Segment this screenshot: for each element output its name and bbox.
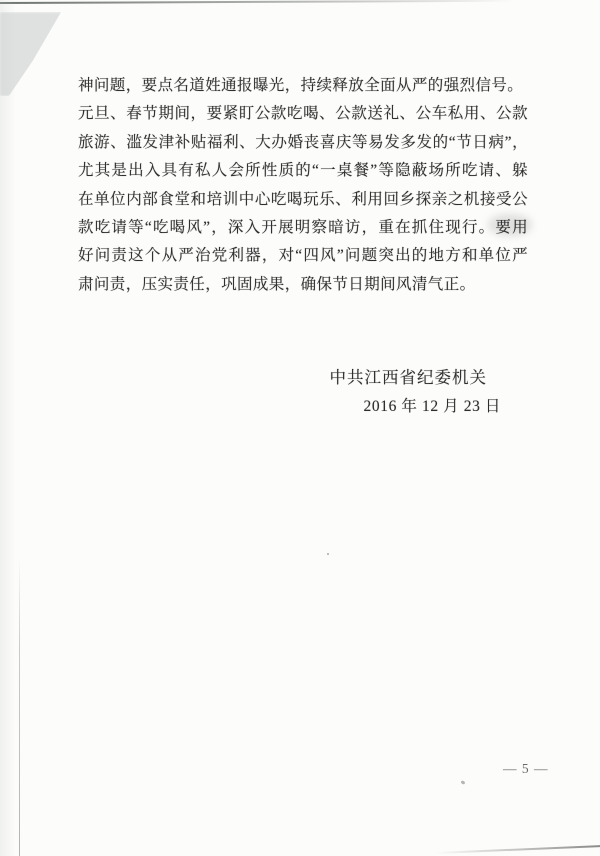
text-line: 尤其是出入具有私人会所性质的“一桌餐”等隐蔽场所吃请、躲 [78, 162, 528, 180]
scan-speck-artifact [461, 780, 466, 784]
text-line: 神问题，要点名道姓通报曝光，持续释放全面从严的强烈信号。 [78, 77, 524, 94]
page-number: — 5 — [503, 761, 549, 776]
text-line: 款吃请等“吃喝风”，深入开展明察暗访，重在抓住现行。要用 [78, 218, 528, 236]
text-line: 好问责这个从严治党利器，对“四风”问题突出的地方和单位严 [78, 247, 528, 265]
text-line: 旅游、滥发津补贴福利、大办婚丧喜庆等易发多发的“节日病”， [78, 133, 528, 151]
text-line: 在单位内部食堂和培训中心吃喝玩乐、利用回乡探亲之机接受公 [78, 190, 528, 208]
left-fold-line-artifact [19, 558, 20, 856]
left-edge-shadow-artifact [0, 0, 16, 856]
scan-speck-artifact [327, 553, 329, 555]
body-paragraph [78, 72, 528, 299]
text-line: 元旦、春节期间，要紧盯公款吃喝、公款送礼、公车私用、公款 [78, 105, 528, 123]
top-scan-line-artifact [0, 0, 532, 4]
bottom-scan-line-artifact [436, 845, 600, 853]
text-line: 肃问责，压实责任，巩固成果，确保节日期间风清气正。 [78, 275, 476, 293]
signature-org-name: 中共江西省纪委机关 [329, 368, 487, 387]
signature-date: 2016 年 12 月 23 日 [363, 398, 501, 415]
